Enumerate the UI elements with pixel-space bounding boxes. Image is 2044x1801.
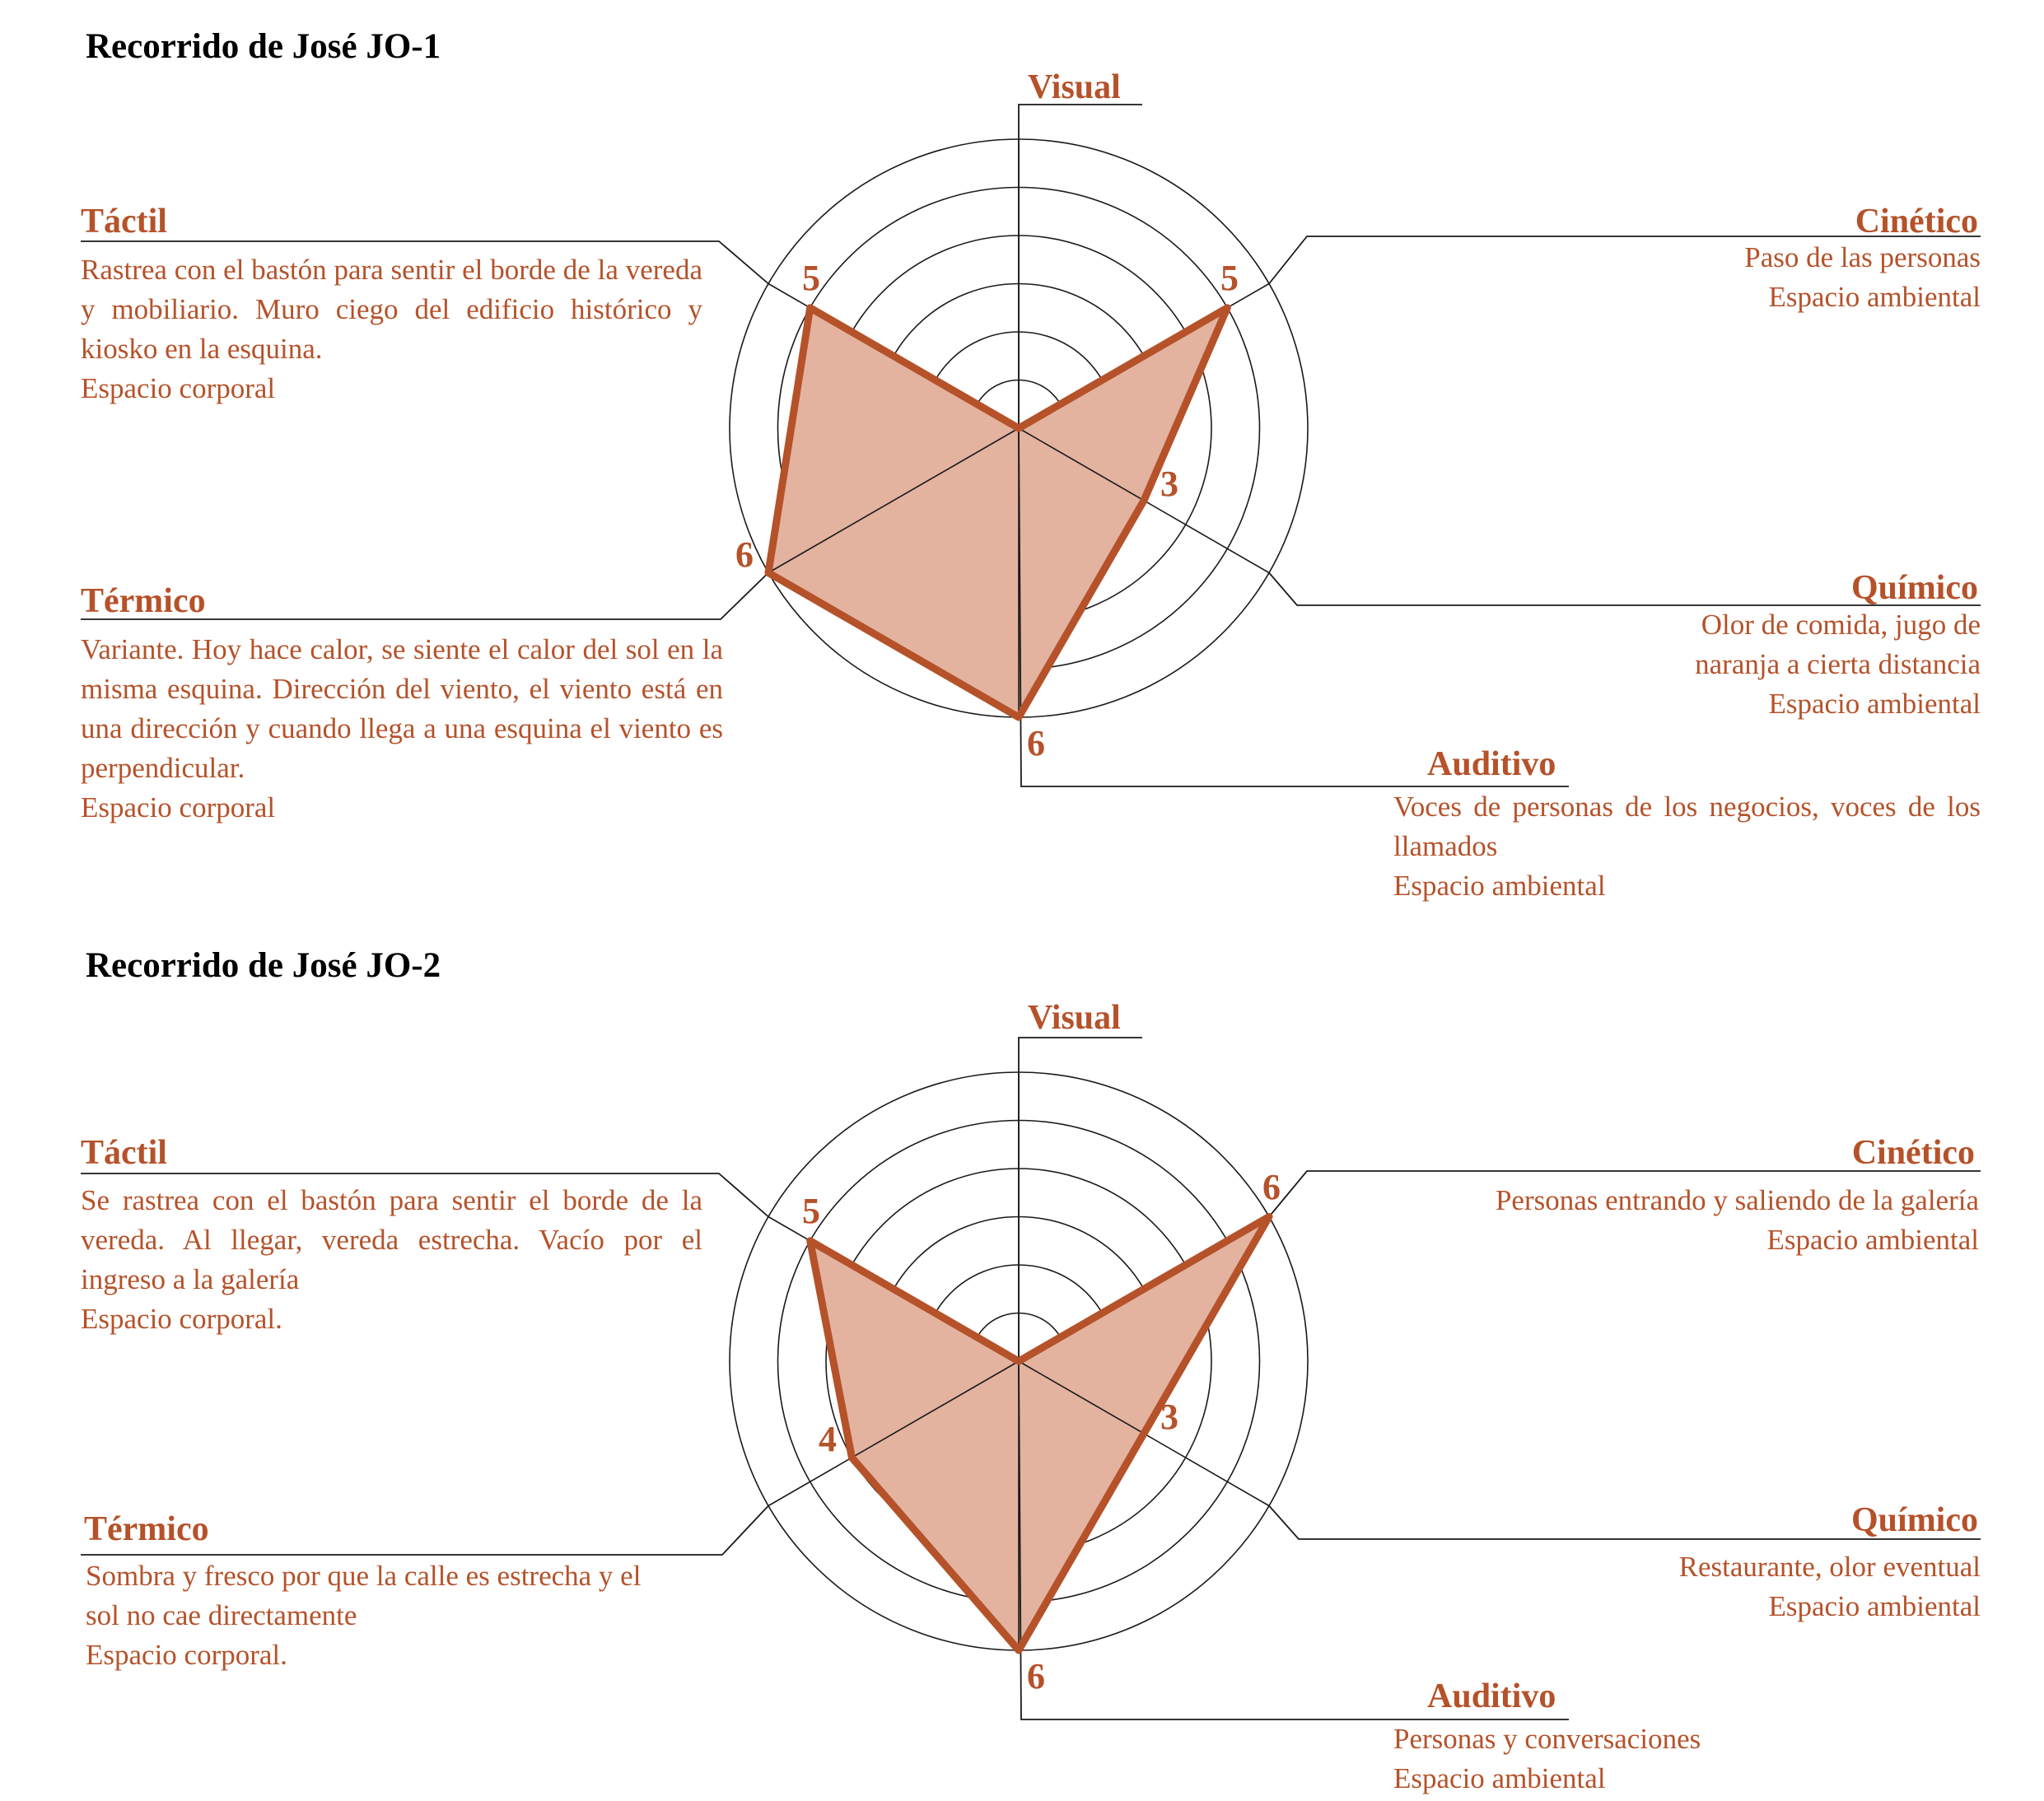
annotation-text: Voces de personas de los negocios, voces de los llamados — [1393, 791, 1981, 862]
axis-label-cinetico-jo2: Cinético — [1851, 1134, 1975, 1172]
axis-label-auditivo-jo2: Auditivo — [1427, 1677, 1556, 1715]
annotation-text: Paso de las personas — [1744, 241, 1981, 273]
annotation-tactil-jo2 — [81, 1181, 702, 1339]
axis-label-visual-jo1: Visual — [1028, 68, 1121, 106]
annotation-space: Espacio corporal. — [81, 1303, 282, 1335]
annotation-quimico-jo2 — [1548, 1547, 1981, 1626]
annotation-cinetico-jo2 — [1392, 1181, 1979, 1260]
annotation-text: Restaurante, olor eventual — [1678, 1551, 1981, 1583]
value-label-auditivo: 6 — [1027, 1656, 1045, 1696]
annotation-space: Espacio ambiental — [1393, 1762, 1606, 1794]
annotation-text: Rastrea con el bastón para sentir el borde de la vereda y mobiliario. Muro ciego del edificio histórico y kiosko en la esquina. — [81, 254, 702, 365]
value-label-táctil: 5 — [802, 1191, 820, 1231]
value-label-táctil: 5 — [802, 258, 820, 298]
axis-label-quimico-jo2: Químico — [1851, 1501, 1978, 1539]
annotation-space: Espacio corporal. — [86, 1639, 287, 1671]
annotation-space: Espacio ambiental — [1768, 688, 1981, 720]
annotation-space: Espacio ambiental — [1393, 870, 1606, 902]
annotation-space: Espacio corporal — [81, 372, 276, 404]
value-label-cinético: 6 — [1262, 1167, 1281, 1207]
axis-label-tactil-jo1: Táctil — [81, 203, 167, 240]
chart-title-jo2: Recorrido de José JO-2 — [86, 946, 441, 985]
annotation-auditivo-jo2 — [1393, 1719, 1981, 1799]
value-label-térmico: 6 — [735, 534, 754, 575]
annotation-text: Olor de comida, jugo de naranja a cierta distancia — [1695, 609, 1981, 680]
annotation-text: Sombra y fresco por que la calle es estrecha y el — [86, 1560, 642, 1592]
value-label-químico: 3 — [1160, 1397, 1178, 1437]
annotation-termico-jo2 — [86, 1556, 728, 1675]
annotation-text: Variante. Hoy hace calor, se siente el calor del sol en la misma esquina. Dirección del viento, el viento está en una dirección y cuando llega a una esquina el viento es perpendicular. — [81, 633, 723, 784]
annotation-space: Espacio ambiental — [1768, 1590, 1981, 1622]
annotation-quimico-jo1 — [1639, 605, 1981, 724]
annotation-text: Se rastrea con el bastón para sentir el borde de la vereda. Al llegar, vereda estrecha. Vacío por el ingreso a la galería — [81, 1184, 702, 1295]
axis-label-termico-jo1: Térmico — [81, 582, 206, 620]
annotation-cinetico-jo1 — [1548, 238, 1981, 317]
axis-label-cinetico-jo1: Cinético — [1855, 203, 1978, 240]
annotation-termico-jo1 — [81, 630, 723, 828]
axis-label-quimico-jo1: Químico — [1851, 569, 1978, 607]
radar-area — [768, 308, 1227, 717]
axis-label-visual-jo2: Visual — [1028, 999, 1121, 1037]
annotation-space: Espacio corporal — [81, 791, 276, 824]
annotation-space: Espacio ambiental — [1766, 1224, 1979, 1256]
value-label-auditivo: 6 — [1027, 723, 1045, 763]
chart-title-jo1: Recorrido de José JO-1 — [86, 27, 441, 66]
value-label-químico: 3 — [1160, 464, 1178, 504]
annotation-text: sol no cae directamente — [86, 1599, 357, 1631]
annotation-text: Personas y conversaciones — [1393, 1723, 1701, 1755]
axis-label-auditivo-jo1: Auditivo — [1427, 745, 1556, 783]
axis-label-tactil-jo2: Táctil — [81, 1134, 167, 1172]
annotation-auditivo-jo1 — [1393, 787, 1981, 906]
axis-label-termico-jo2: Térmico — [84, 1510, 209, 1548]
annotation-text: Personas entrando y saliendo de la galería — [1495, 1184, 1979, 1216]
value-label-cinético: 5 — [1220, 258, 1239, 298]
annotation-tactil-jo1 — [81, 250, 702, 408]
annotation-space: Espacio ambiental — [1768, 281, 1981, 313]
value-label-térmico: 4 — [819, 1419, 837, 1459]
